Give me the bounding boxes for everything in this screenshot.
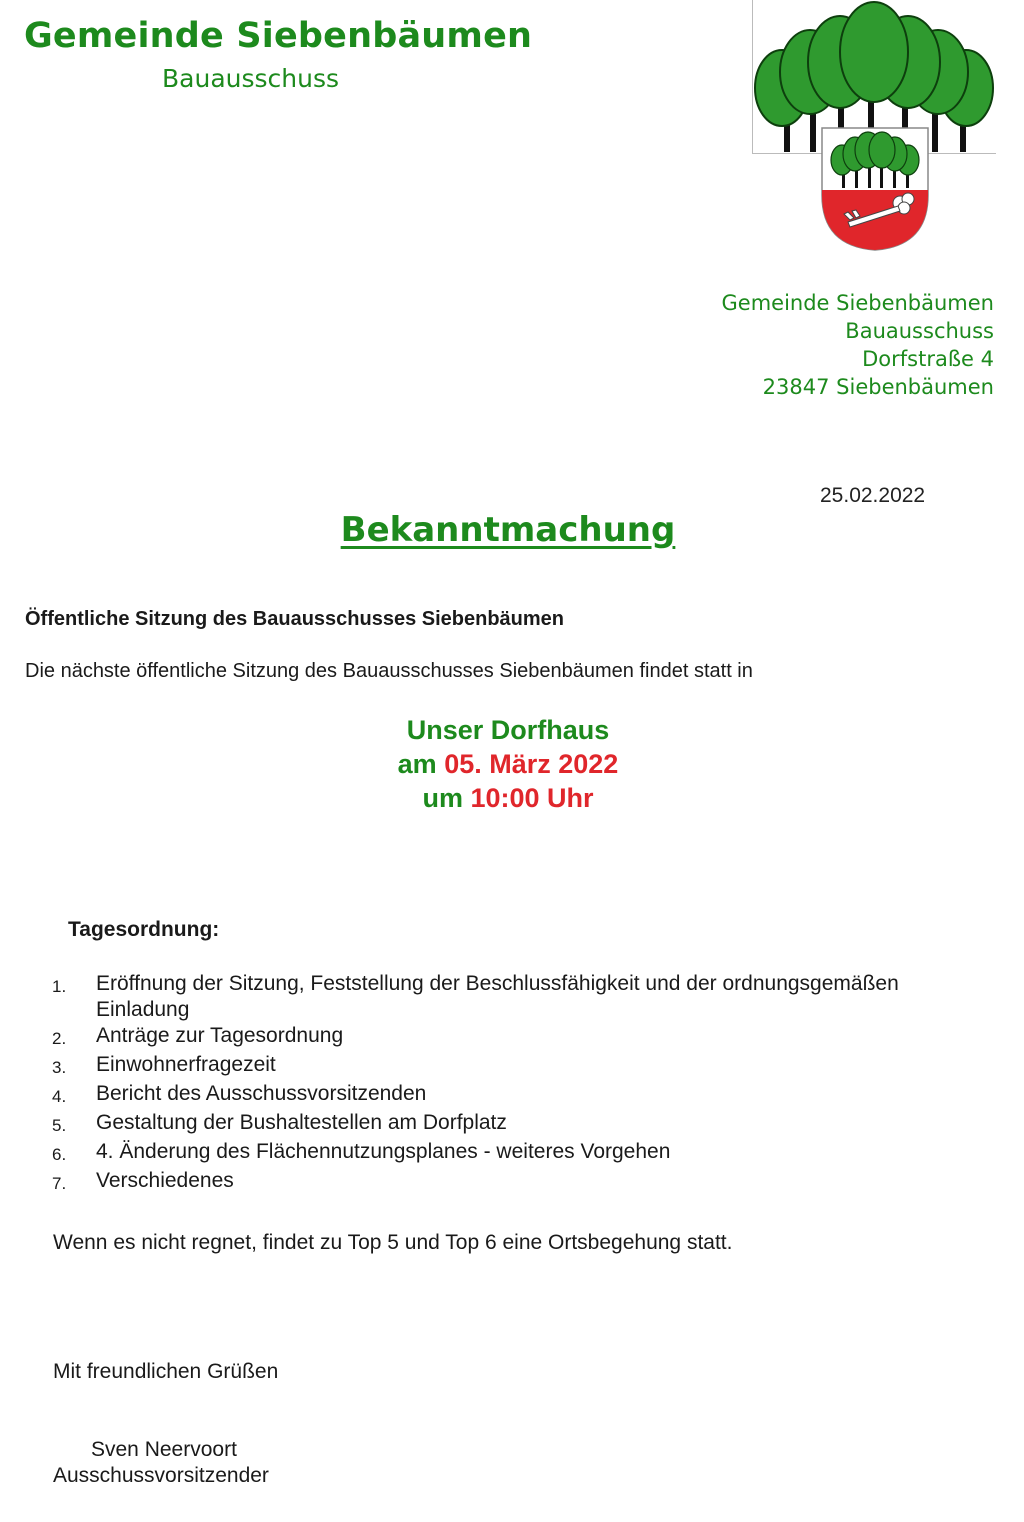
- event-date-prefix: am: [397, 749, 437, 779]
- address-line: 23847 Siebenbäumen: [762, 375, 994, 399]
- agenda-item-number: 6.: [52, 1145, 67, 1164]
- event-time: 10:00 Uhr: [470, 783, 594, 813]
- agenda-item: [52, 1110, 982, 1139]
- agenda-item: [52, 1139, 982, 1168]
- agenda-item-number: 4.: [52, 1087, 67, 1106]
- document-title: Bekanntmachung: [340, 510, 676, 550]
- event-place: Unser Dorfhaus: [406, 715, 610, 745]
- agenda-item-number: 1.: [52, 977, 67, 996]
- address-line: Gemeinde Siebenbäumen: [721, 291, 994, 315]
- address-line: Dorfstraße 4: [862, 347, 994, 371]
- agenda-item-text: Einwohnerfragezeit: [96, 1053, 276, 1076]
- agenda-item: [52, 1081, 982, 1110]
- letter-intro: Die nächste öffentliche Sitzung des Bauausschusses Siebenbäumen findet statt in: [25, 660, 753, 682]
- event-details: [0, 713, 1016, 815]
- letter-subject: Öffentliche Sitzung des Bauausschusses Siebenbäumen: [25, 608, 565, 630]
- agenda-item-number: 5.: [52, 1116, 67, 1135]
- closing-greeting: Mit freundlichen Grüßen: [53, 1360, 279, 1383]
- event-date: 05. März 2022: [444, 749, 619, 779]
- event-date-line: [0, 747, 1016, 781]
- signer-name: Sven Neervoort: [91, 1438, 237, 1461]
- agenda-item-text: Bericht des Ausschussvorsitzenden: [96, 1082, 427, 1105]
- agenda-item: [52, 971, 982, 1023]
- agenda-item-text: 4. Änderung des Flächennutzungsplanes - weiteres Vorgehen: [96, 1140, 671, 1163]
- agenda-item-text: Gestaltung der Bushaltestellen am Dorfplatz: [96, 1111, 507, 1134]
- letter-date: 25.02.2022: [820, 484, 926, 507]
- event-time-line: [0, 781, 1016, 815]
- recipient-address: [722, 289, 994, 401]
- event-time-prefix: um: [422, 783, 463, 813]
- address-line: Bauausschuss: [845, 319, 994, 343]
- agenda-item: [52, 1023, 982, 1052]
- agenda-item-number: 3.: [52, 1058, 67, 1077]
- agenda-item: [52, 1168, 982, 1197]
- site-visit-note: Wenn es nicht regnet, findet zu Top 5 und Top 6 eine Ortsbegehung statt.: [53, 1231, 733, 1254]
- agenda-item: [52, 1052, 982, 1081]
- agenda-title: Tagesordnung:: [68, 918, 220, 941]
- agenda-item-text: Eröffnung der Sitzung, Feststellung der Beschlussfähigkeit und der ordnungsgemäßen Einladung: [96, 972, 899, 1021]
- organization-name: Gemeinde Siebenbäumen: [24, 16, 533, 56]
- agenda-item-number: 2.: [52, 1029, 67, 1048]
- agenda-item-text: Verschiedenes: [96, 1169, 234, 1192]
- agenda-item-text: Anträge zur Tagesordnung: [96, 1024, 344, 1047]
- coat-of-arms-trees-key-icon: [752, 0, 996, 258]
- organization-subtitle: Bauausschuss: [162, 64, 340, 93]
- signer-role: Ausschussvorsitzender: [53, 1464, 269, 1487]
- agenda-item-number: 7.: [52, 1174, 67, 1193]
- agenda-list: [52, 971, 982, 1197]
